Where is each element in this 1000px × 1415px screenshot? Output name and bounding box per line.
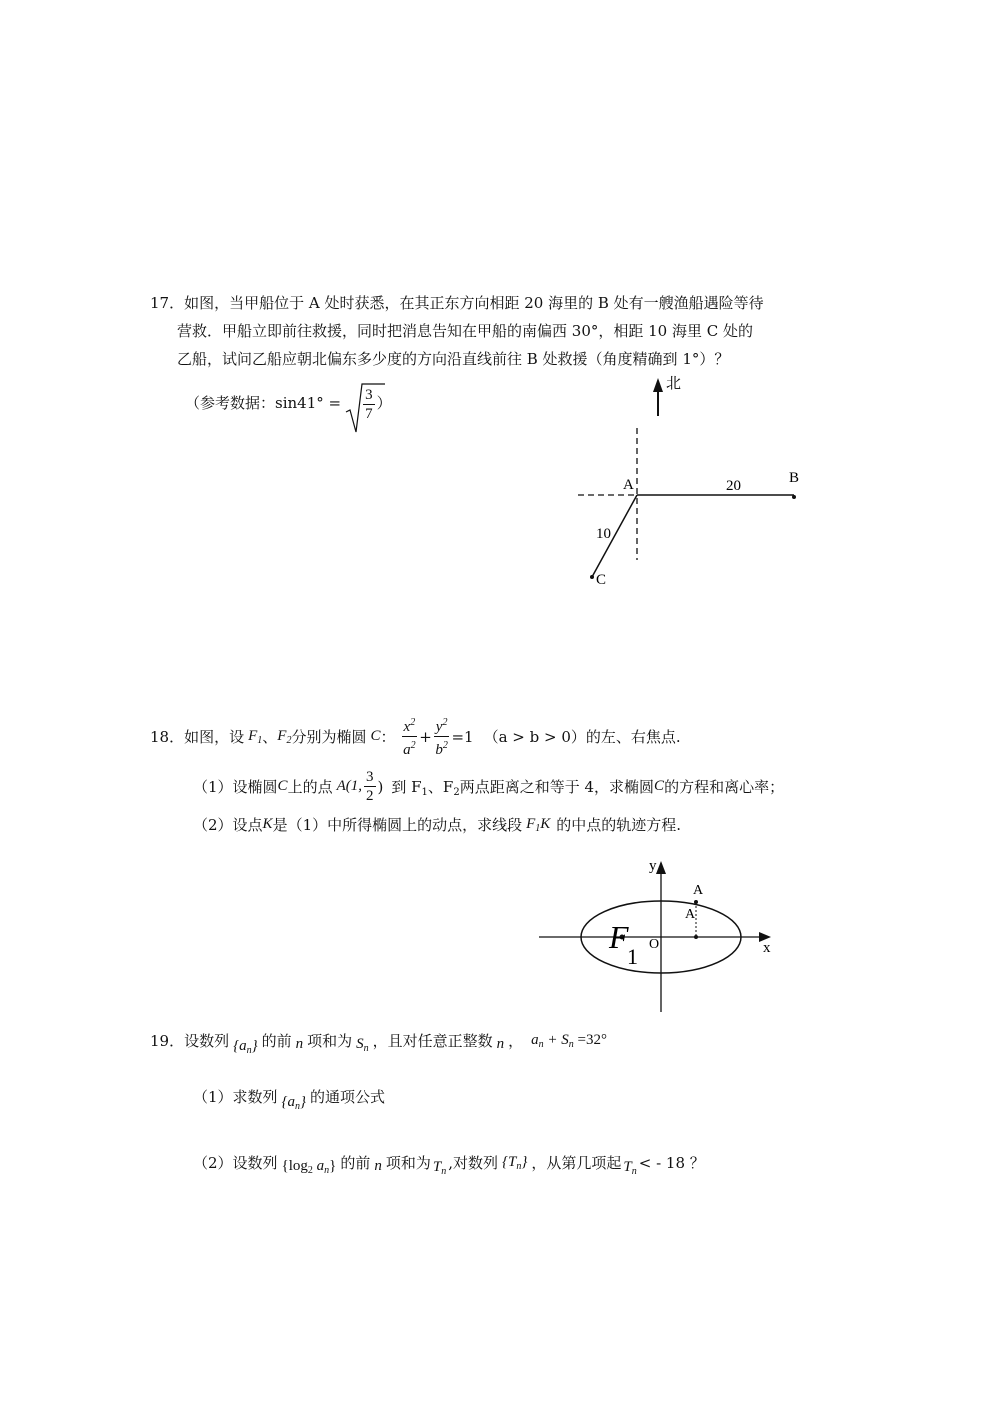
q18-p1-c: C [277,778,288,794]
label-f1: F [609,919,629,955]
q19-p1-b: 的通项公式 [310,1088,386,1106]
label-a-upper: A [693,883,704,898]
q18-part1 [193,768,784,805]
q18-p2-k: K [262,816,273,832]
q19-p2-tseq: $\{T_n\}$ [502,1153,528,1172]
q18-p1-a: （1）设椭圆 [193,778,278,796]
q17-ref-den: 7 [365,406,373,422]
q19-p2-n: n [374,1158,382,1174]
q17-diagram [570,372,820,592]
q18-colon: ： [380,728,396,746]
y-axis-arrow-icon [656,861,666,874]
label-a: A [623,477,634,493]
distance-ab: 20 [726,478,741,494]
origin-label: O [649,937,660,952]
point-b [792,495,796,499]
q17-line2: 营救．甲船立即前往救援，同时把消息告知在甲船的南偏西 30°，相距 10 海里 C 处的 [177,322,753,340]
q18-p2-k2: K [540,816,551,832]
q19-n: n [295,1036,304,1052]
q18-number: 18． [150,728,185,746]
axis-label-y: y [649,858,657,874]
q17-ref-suffix: ） [376,394,392,412]
distance-ac: 10 [596,526,611,542]
q18-p1-c3: C [654,778,665,794]
label-b: B [789,470,800,486]
q18-intro-end: 的左、右焦点. [585,728,681,746]
q19-p1-seq: $\{a_n\}$ [281,1093,307,1112]
q19-seq: $\{a_n\}$ [233,1037,258,1056]
q19-intro-c: 项和为 [307,1032,353,1050]
q18-p2-f: $F_1$ [526,815,541,834]
q18-p1-c2: 到 $F_1$ [391,777,428,798]
q18-intro-a: 如图，设 [184,728,245,746]
q17-reference-data [185,382,392,423]
label-f1-subscript: 1 [627,944,638,969]
q18-plus: + [419,727,432,746]
q19-line1 [150,1030,608,1056]
q18-p1-point: A(1, [336,778,362,794]
q18-p1-b: 上的点 [287,778,333,796]
q18-condition: （a > b > 0） [483,728,586,746]
q19-intro-b: 的前 [261,1032,292,1050]
q18-line1 [150,714,681,759]
q18-p2-a: （2）设点 [193,816,263,834]
q19-equation: $a_n + S_n =32^\circ$ [531,1031,608,1050]
q19-p2-c: 项和为 [385,1154,431,1172]
q18-ellipse-diagram [535,852,785,1017]
q19-n2: n [496,1036,505,1052]
q18-f2: $F_2$ [277,727,292,746]
label-c: C [596,572,607,588]
q19-p2-f: < - 18 ？ [638,1154,705,1172]
q18-f1: $F_1$ [248,727,263,746]
q17-ref-prefix: （参考数据：sin41° = [185,394,342,412]
q19-intro-e: ， [508,1032,524,1050]
q18-p1-f: 的方程和离心率； [664,778,785,796]
q19-p2-a: （2）设数列 [193,1154,278,1172]
q17-line1 [150,292,764,313]
q19-part2 [193,1152,705,1177]
q19-p2-d: ,对数列 [448,1154,499,1172]
q18-p1-close: ) [377,777,384,796]
q18-p2-b: 是（1）中所得椭圆上的动点，求线段 [272,816,523,834]
q19-s: $S_n$ [356,1035,369,1054]
point-foot [694,935,698,939]
q17-ref-num: 3 [365,387,373,403]
q19-p2-t: $T_n$ [432,1158,447,1177]
ellipse-frac-x: $\frac{x^2}{a^2}$ [402,714,418,759]
q18-c: C [370,728,381,744]
q17-number: 17． [150,294,185,312]
q18-p1-d: 、$F_2$ [427,777,460,798]
label-a-lower: A [685,907,696,922]
q19-p2-seq: {$\log_2$ $a_n$} [281,1157,337,1176]
q17-line3: 乙船，试问乙船应朝北偏东多少度的方向沿直线前往 B 处救援（角度精确到 1°）？ [177,350,730,368]
q19-intro-a: 设数列 [184,1032,230,1050]
ellipse-frac-y: $\frac{y^2}{b^2}$ [434,714,450,759]
point-c [590,575,594,579]
axis-label-x: x [763,940,771,956]
q19-intro-d: ，且对任意正整数 [372,1032,493,1050]
q18-sep: 、 [262,728,278,746]
q19-p2-e: ，从第几项起 [531,1154,622,1172]
q17-text-line1: 如图，当甲船位于 A 处时获悉，在其正东方向相距 20 海里的 B 处有一艘渔船遇险等待 [184,294,764,312]
q18-part2 [193,814,681,835]
q18-p2-c: 的中点的轨迹方程. [556,816,682,834]
q19-number: 19． [150,1032,185,1050]
q19-part1 [193,1086,386,1112]
north-label: 北 [666,376,682,392]
q19-p1-a: （1）求数列 [193,1088,278,1106]
north-arrow-icon [653,378,663,392]
sqrt-expression [345,382,377,423]
q18-eq-rhs: =1 [451,727,474,746]
q19-p2-t2: $T_n$ [623,1158,637,1177]
q18-intro-b: 分别为椭圆 [291,728,367,746]
point-a [694,900,698,904]
sqrt-icon [345,382,385,434]
q18-p1-e: 两点距离之和等于 4，求椭圆 [459,778,655,796]
q18-p1-frac: $\frac{3}{2}$ [366,769,374,804]
q19-p2-b: 的前 [340,1154,371,1172]
